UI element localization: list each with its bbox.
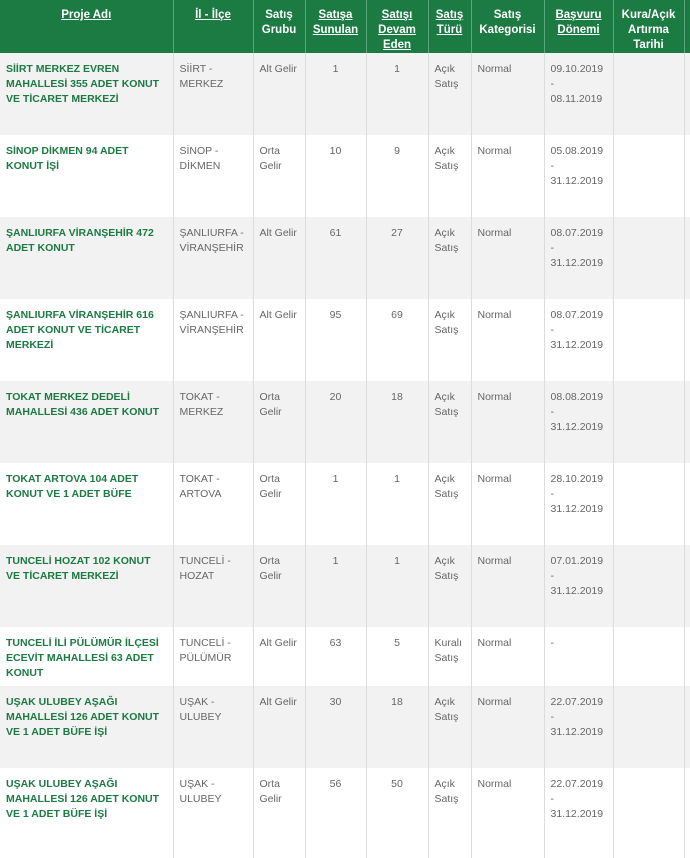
table-row: [0, 686, 690, 768]
cell-offered: 10: [305, 135, 366, 217]
header-province-district[interactable]: İl - İlçe: [173, 0, 253, 53]
header-application-period[interactable]: Başvuru Dönemi: [544, 0, 613, 53]
table-header-row: [0, 0, 690, 53]
cell-ongoing: 9: [366, 135, 428, 217]
cell-draw-date: [613, 135, 684, 217]
cell-project-name: TOKAT MERKEZ DEDELİ MAHALLESİ 436 ADET KONUT: [0, 381, 173, 463]
cell-sale-category: Normal: [471, 463, 544, 545]
cell-application-period: 22.07.2019 - 31.12.2019: [544, 686, 613, 768]
cell-sale-category: Normal: [471, 135, 544, 217]
cell-ongoing: 5: [366, 627, 428, 686]
cell-sale-category: Normal: [471, 53, 544, 135]
table-row: [0, 135, 690, 217]
cell-ongoing: 69: [366, 299, 428, 381]
table-row: [0, 768, 690, 858]
cell-sales-group: Orta Gelir: [253, 463, 305, 545]
cell-sales-group: Orta Gelir: [253, 545, 305, 627]
cell-draw-date: [613, 217, 684, 299]
header-sales-group: Satış Grubu: [253, 0, 305, 53]
cell-project-name: SİİRT MERKEZ EVREN MAHALLESİ 355 ADET KONUT VE TİCARET MERKEZİ: [0, 53, 173, 135]
header-sale-category: Satış Kategorisi: [471, 0, 544, 53]
cell-offered: 61: [305, 217, 366, 299]
cell-sales-group: Alt Gelir: [253, 53, 305, 135]
cell-sales-group: Orta Gelir: [253, 381, 305, 463]
cell-ongoing: 18: [366, 686, 428, 768]
cell-sale-category: Normal: [471, 686, 544, 768]
cell-sale-type: Açık Satış: [428, 686, 471, 768]
cell-sales-group: Alt Gelir: [253, 686, 305, 768]
cell-offered: 20: [305, 381, 366, 463]
table-row: [0, 463, 690, 545]
cell-ongoing: 50: [366, 768, 428, 858]
cell-extra: [684, 217, 690, 299]
cell-location: ŞANLIURFA - VİRANŞEHİR: [173, 299, 253, 381]
cell-project-name: ŞANLIURFA VİRANŞEHİR 616 ADET KONUT VE TİCARET MERKEZİ: [0, 299, 173, 381]
cell-location: ŞANLIURFA - VİRANŞEHİR: [173, 217, 253, 299]
cell-location: UŞAK - ULUBEY: [173, 768, 253, 858]
cell-offered: 1: [305, 463, 366, 545]
cell-application-period: 05.08.2019 - 31.12.2019: [544, 135, 613, 217]
cell-sales-group: Alt Gelir: [253, 217, 305, 299]
header-extra: [684, 0, 690, 53]
cell-location: TOKAT - ARTOVA: [173, 463, 253, 545]
header-ongoing[interactable]: Satışı Devam Eden: [366, 0, 428, 53]
cell-ongoing: 1: [366, 463, 428, 545]
cell-location: SİİRT - MERKEZ: [173, 53, 253, 135]
cell-offered: 95: [305, 299, 366, 381]
cell-sales-group: Orta Gelir: [253, 768, 305, 858]
cell-sale-type: Açık Satış: [428, 463, 471, 545]
cell-location: TUNCELİ - PÜLÜMÜR: [173, 627, 253, 686]
cell-extra: [684, 627, 690, 686]
header-sale-type[interactable]: Satış Türü: [428, 0, 471, 53]
cell-application-period: 28.10.2019 - 31.12.2019: [544, 463, 613, 545]
cell-application-period: 08.08.2019 - 31.12.2019: [544, 381, 613, 463]
cell-location: UŞAK - ULUBEY: [173, 686, 253, 768]
cell-project-name: TUNCELİ İLİ PÜLÜMÜR İLÇESİ ECEVİT MAHALLESİ 63 ADET KONUT: [0, 627, 173, 686]
cell-offered: 1: [305, 545, 366, 627]
cell-offered: 63: [305, 627, 366, 686]
table-row: [0, 299, 690, 381]
cell-extra: [684, 381, 690, 463]
cell-extra: [684, 686, 690, 768]
cell-extra: [684, 135, 690, 217]
cell-sales-group: Alt Gelir: [253, 627, 305, 686]
cell-sale-category: Normal: [471, 768, 544, 858]
cell-application-period: 09.10.2019 - 08.11.2019: [544, 53, 613, 135]
cell-extra: [684, 463, 690, 545]
cell-project-name: TUNCELİ HOZAT 102 KONUT VE TİCARET MERKEZİ: [0, 545, 173, 627]
cell-sale-type: Açık Satış: [428, 381, 471, 463]
cell-application-period: 08.07.2019 - 31.12.2019: [544, 217, 613, 299]
cell-extra: [684, 299, 690, 381]
cell-sale-type: Açık Satış: [428, 299, 471, 381]
cell-sale-type: Kuralı Satış: [428, 627, 471, 686]
table-row: [0, 53, 690, 135]
cell-draw-date: [613, 686, 684, 768]
cell-sale-category: Normal: [471, 299, 544, 381]
cell-project-name: UŞAK ULUBEY AŞAĞI MAHALLESİ 126 ADET KONUT VE 1 ADET BÜFE İŞİ: [0, 686, 173, 768]
cell-extra: [684, 53, 690, 135]
cell-project-name: SİNOP DİKMEN 94 ADET KONUT İŞİ: [0, 135, 173, 217]
cell-sale-category: Normal: [471, 217, 544, 299]
cell-location: SİNOP - DİKMEN: [173, 135, 253, 217]
cell-location: TUNCELİ - HOZAT: [173, 545, 253, 627]
header-draw-date: Kura/Açık Artırma Tarihi: [613, 0, 684, 53]
table-row: [0, 545, 690, 627]
cell-application-period: -: [544, 627, 613, 686]
cell-project-name: TOKAT ARTOVA 104 ADET KONUT VE 1 ADET BÜFE: [0, 463, 173, 545]
cell-offered: 56: [305, 768, 366, 858]
cell-application-period: 08.07.2019 - 31.12.2019: [544, 299, 613, 381]
cell-location: TOKAT - MERKEZ: [173, 381, 253, 463]
cell-draw-date: [613, 381, 684, 463]
cell-sale-category: Normal: [471, 545, 544, 627]
table-row: [0, 217, 690, 299]
table-row: [0, 381, 690, 463]
cell-sale-category: Normal: [471, 381, 544, 463]
cell-sales-group: Orta Gelir: [253, 135, 305, 217]
cell-offered: 1: [305, 53, 366, 135]
cell-sale-type: Açık Satış: [428, 768, 471, 858]
cell-project-name: ŞANLIURFA VİRANŞEHİR 472 ADET KONUT: [0, 217, 173, 299]
cell-draw-date: [613, 768, 684, 858]
cell-draw-date: [613, 53, 684, 135]
table-row: [0, 627, 690, 686]
cell-offered: 30: [305, 686, 366, 768]
cell-project-name: UŞAK ULUBEY AŞAĞI MAHALLESİ 126 ADET KONUT VE 1 ADET BÜFE İŞİ: [0, 768, 173, 858]
cell-sale-type: Açık Satış: [428, 545, 471, 627]
cell-draw-date: [613, 545, 684, 627]
cell-extra: [684, 768, 690, 858]
cell-draw-date: [613, 299, 684, 381]
header-project-name[interactable]: Proje Adı: [0, 0, 173, 53]
cell-extra: [684, 545, 690, 627]
cell-draw-date: [613, 463, 684, 545]
cell-sale-type: Açık Satış: [428, 53, 471, 135]
cell-sale-type: Açık Satış: [428, 135, 471, 217]
cell-application-period: 07.01.2019 - 31.12.2019: [544, 545, 613, 627]
cell-sale-category: Normal: [471, 627, 544, 686]
header-offered[interactable]: Satışa Sunulan: [305, 0, 366, 53]
cell-ongoing: 27: [366, 217, 428, 299]
cell-draw-date: [613, 627, 684, 686]
cell-ongoing: 18: [366, 381, 428, 463]
cell-sale-type: Açık Satış: [428, 217, 471, 299]
cell-application-period: 22.07.2019 - 31.12.2019: [544, 768, 613, 858]
cell-ongoing: 1: [366, 53, 428, 135]
cell-sales-group: Alt Gelir: [253, 299, 305, 381]
cell-ongoing: 1: [366, 545, 428, 627]
